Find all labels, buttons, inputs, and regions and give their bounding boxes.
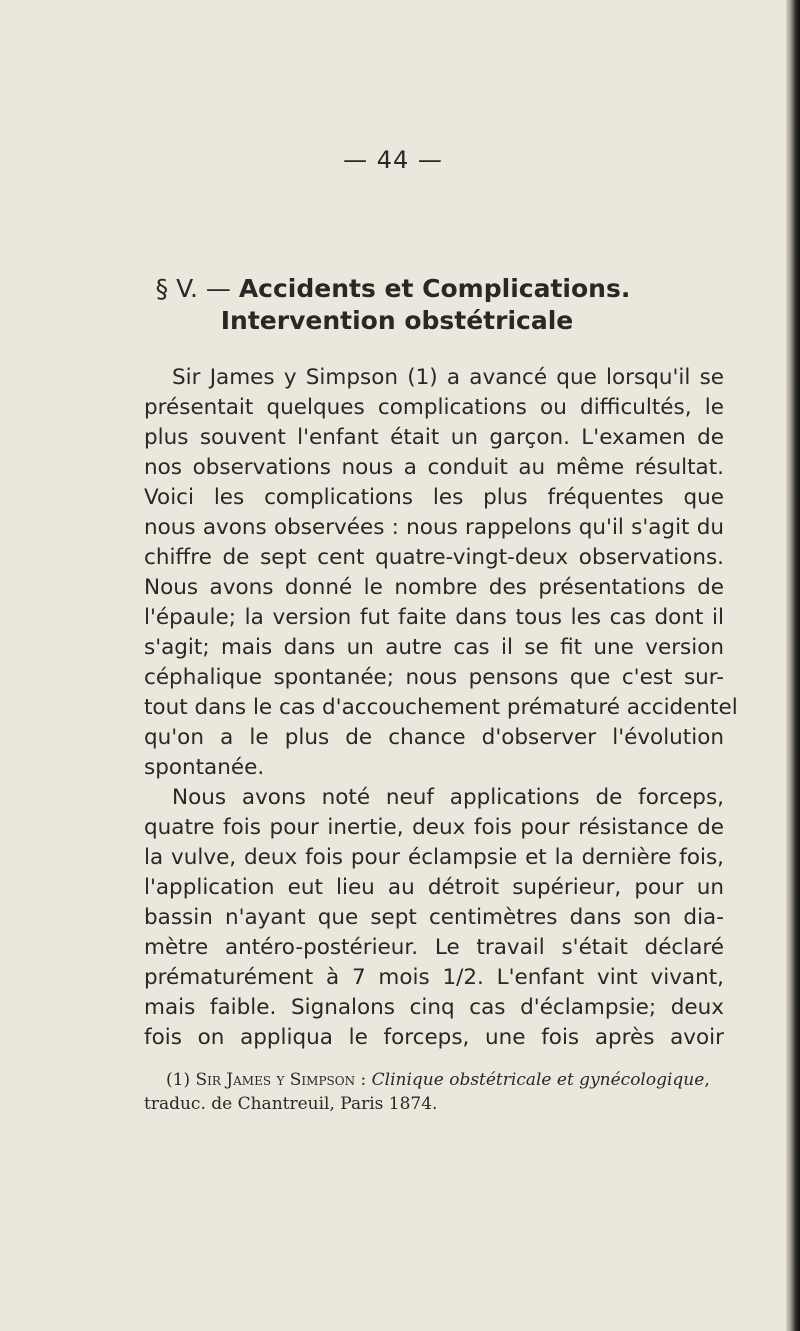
footnote-separator: :	[355, 1070, 372, 1090]
page-number: — 44 —	[343, 146, 443, 174]
text-line: Voici les complications les plus fréquentes que	[144, 485, 724, 510]
text-line: la vulve, deux fois pour éclampsie et la dernière fois,	[144, 845, 724, 870]
text-line: s'agit; mais dans un autre cas il se fit une version	[144, 635, 724, 660]
footnote-author: Sir James y Simpson	[195, 1070, 356, 1090]
footnote-marker: (1)	[166, 1070, 196, 1090]
text-line: fois on appliqua le forceps, une fois après avoir	[144, 1025, 724, 1050]
text-line: quatre fois pour inertie, deux fois pour résistance de	[144, 815, 724, 840]
text-line: mais faible. Signalons cinq cas d'éclampsie; deux	[144, 995, 724, 1020]
text-line: prématurément à 7 mois 1/2. L'enfant vint vivant,	[144, 965, 724, 990]
text-line: céphalique spontanée; nous pensons que c'est sur-	[144, 665, 724, 690]
text-line: chiffre de sept cent quatre-vingt-deux observations.	[144, 545, 724, 570]
text-line: l'épaule; la version fut faite dans tous les cas dont il	[144, 605, 724, 630]
text-line: présentait quelques complications ou difficultés, le	[144, 395, 724, 420]
section-prefix: § V. —	[155, 274, 239, 303]
footnote-line2: traduc. de Chantreuil, Paris 1874.	[144, 1094, 438, 1114]
text-line: nos observations nous a conduit au même résultat.	[144, 455, 724, 480]
text-line: plus souvent l'enfant était un garçon. L'examen de	[144, 425, 724, 450]
text-line: Nous avons noté neuf applications de forceps,	[172, 785, 724, 810]
section-title-line1: Accidents et Complications.	[238, 274, 631, 303]
text-line: tout dans le cas d'accouchement prématuré accidentel	[144, 695, 738, 720]
footnote-punct: ,	[704, 1070, 710, 1090]
section-title-line2: Intervention obstétricale	[220, 306, 574, 335]
text-line: qu'on a le plus de chance d'observer l'évolution	[144, 725, 724, 750]
text-line: Sir James y Simpson (1) a avancé que lorsqu'il se	[172, 365, 724, 390]
section-heading	[0, 274, 786, 303]
text-line: nous avons observées : nous rappelons qu'il s'agit du	[144, 515, 724, 540]
footnote-title: Clinique obstétricale et gynécologique	[371, 1070, 705, 1090]
text-line: l'application eut lieu au détroit supérieur, pour un	[144, 875, 724, 900]
text-line: spontanée.	[144, 755, 265, 780]
page-edge-shadow	[786, 0, 800, 1331]
text-line: bassin n'ayant que sept centimètres dans son dia-	[144, 905, 724, 930]
text-line: mètre antéro-postérieur. Le travail s'était déclaré	[144, 935, 724, 960]
text-line: Nous avons donné le nombre des présentations de	[144, 575, 724, 600]
footnote	[166, 1068, 756, 1092]
